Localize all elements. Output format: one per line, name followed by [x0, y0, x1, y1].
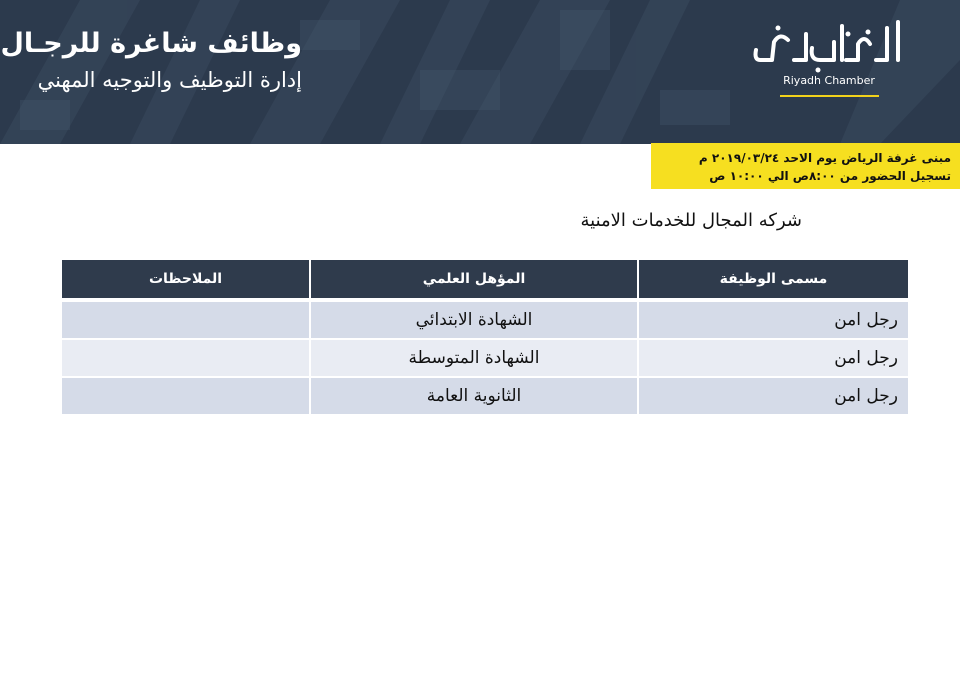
department-subtitle: إدارة التوظيف والتوجيه المهني: [37, 68, 302, 92]
cell-job-title: رجل امن: [638, 377, 909, 415]
table-row: [61, 339, 909, 377]
logo-underline: [780, 95, 879, 97]
header-notes: الملاحظات: [61, 259, 310, 300]
header-qualification: المؤهل العلمي: [310, 259, 638, 300]
cell-qualification: الشهادة الابتدائي: [310, 300, 638, 339]
cell-job-title: رجل امن: [638, 339, 909, 377]
page-title: وظائف شاغرة للرجـال: [0, 28, 302, 59]
table-row: [61, 300, 909, 339]
cell-notes: [61, 339, 310, 377]
table-row: [61, 377, 909, 415]
jobs-table: [60, 258, 910, 416]
table-header-row: [61, 259, 909, 300]
company-name: شركه المجال للخدمات الامنية: [580, 210, 802, 231]
cell-job-title: رجل امن: [638, 300, 909, 339]
cell-qualification: الثانوية العامة: [310, 377, 638, 415]
cell-qualification: الشهادة المتوسطة: [310, 339, 638, 377]
header-banner: [0, 0, 960, 144]
header-job-title: مسمى الوظيفة: [638, 259, 909, 300]
event-location-date: مبنى غرفة الرياض يوم الاحد ٢٠١٩/٠٣/٢٤ م: [698, 151, 951, 165]
event-registration-time: تسجيل الحضور من ٨:٠٠ص الي ١٠:٠٠ ص: [709, 169, 951, 183]
cell-notes: [61, 300, 310, 339]
event-notice: [651, 143, 960, 189]
riyadh-chamber-logo: [748, 14, 908, 104]
cell-notes: [61, 377, 310, 415]
logo-english-name: Riyadh Chamber: [783, 74, 875, 87]
